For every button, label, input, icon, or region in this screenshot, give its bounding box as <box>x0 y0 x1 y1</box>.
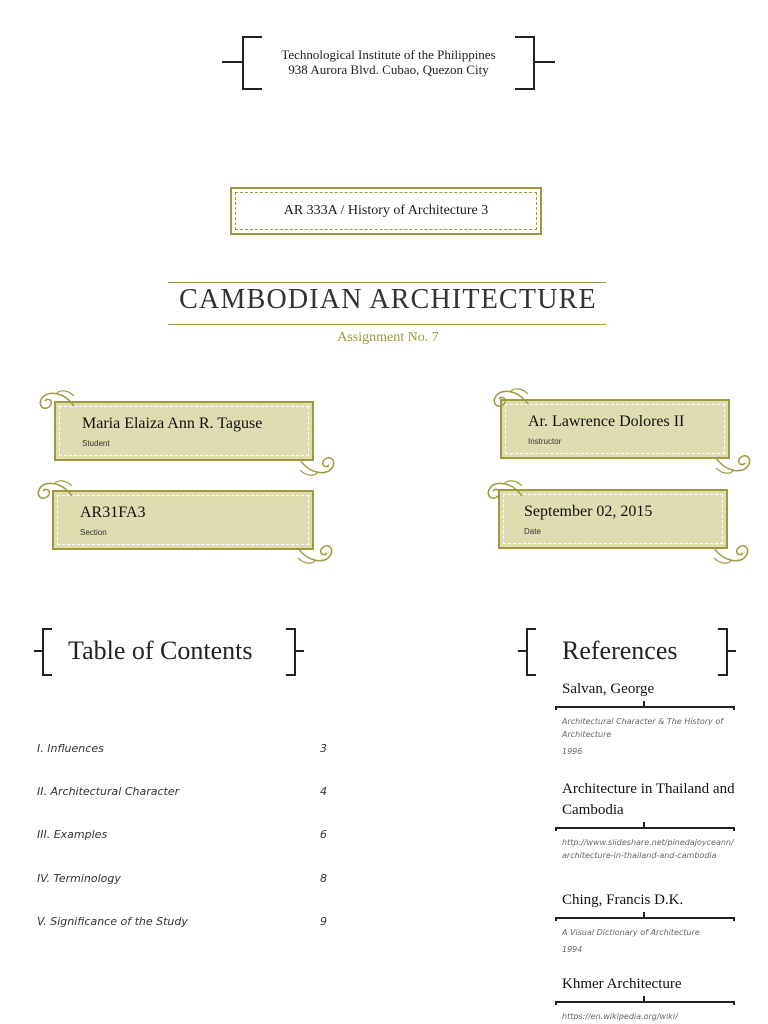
reference-link[interactable]: https://en.wikipedia.org/wiki/ <box>562 1012 678 1021</box>
assignment-number: Assignment No. 7 <box>337 330 439 345</box>
reference-rule <box>555 912 735 920</box>
swirl-ornament-icon <box>710 528 754 568</box>
bracket-tick-right <box>535 61 555 63</box>
section-label: Section <box>80 528 107 537</box>
instructor-name: Ar. Lawrence Dolores II <box>528 413 685 430</box>
toc-item-page: 6 <box>320 828 327 841</box>
reference-title: Architecture in Thailand and Cambodia <box>562 781 735 818</box>
toc-item[interactable] <box>37 785 327 801</box>
section-value: AR31FA3 <box>80 504 146 521</box>
instructor-label: Instructor <box>528 437 562 446</box>
toc-item-label: III. Examples <box>37 828 108 841</box>
references-heading: References <box>562 636 678 665</box>
toc-item-page: 3 <box>320 742 327 755</box>
institute-header <box>222 36 555 90</box>
student-name: Maria Elaiza Ann R. Taguse <box>82 415 263 432</box>
title-rule-top <box>168 282 606 283</box>
swirl-ornament-icon <box>488 384 532 424</box>
bracket-left <box>42 628 52 676</box>
toc-item-label: I. Influences <box>37 742 104 755</box>
reference-rule <box>555 701 735 709</box>
reference-description: A Visual Dictionary of Architecture <box>562 928 700 937</box>
reference-title: Salvan, George <box>562 681 655 697</box>
date-card <box>498 489 728 549</box>
student-card <box>54 401 314 461</box>
reference-item <box>555 679 735 756</box>
swirl-ornament-icon <box>294 528 338 568</box>
swirl-ornament-icon <box>32 476 76 516</box>
toc-heading: Table of Contents <box>68 636 253 665</box>
toc-item[interactable] <box>37 915 327 931</box>
toc-item[interactable] <box>37 828 327 844</box>
bracket-right <box>718 628 728 676</box>
swirl-ornament-icon <box>296 440 340 480</box>
document-title: CAMBODIAN ARCHITECTURE <box>179 284 597 315</box>
reference-item <box>555 890 735 954</box>
student-label: Student <box>82 439 110 448</box>
reference-title: Khmer Architecture <box>562 976 682 992</box>
swirl-ornament-icon <box>712 438 756 478</box>
institute-address: 938 Aurora Blvd. Cubao, Quezon City <box>288 62 489 77</box>
toc-item[interactable] <box>37 742 327 758</box>
toc-item-label: IV. Terminology <box>37 872 121 885</box>
bracket-right <box>286 628 296 676</box>
institute-name: Technological Institute of the Philippines <box>281 47 496 62</box>
reference-rule <box>555 996 735 1004</box>
toc-item-page: 9 <box>320 915 327 928</box>
date-value: September 02, 2015 <box>524 503 653 520</box>
toc-item-label: V. Significance of the Study <box>37 915 188 928</box>
swirl-ornament-icon <box>34 386 78 426</box>
course-title: AR 333A / History of Architecture 3 <box>283 203 489 218</box>
course-box <box>230 187 542 235</box>
reference-year: 1994 <box>562 945 583 954</box>
toc-item-page: 4 <box>320 785 327 798</box>
reference-year: 1996 <box>562 747 583 756</box>
title-rule-bottom <box>168 324 606 325</box>
toc-item-page: 8 <box>320 872 327 885</box>
reference-description: Architectural Character & The History of Architecture <box>562 717 724 739</box>
instructor-card <box>500 399 730 459</box>
bracket-right <box>515 36 535 90</box>
reference-item <box>555 779 735 862</box>
reference-link[interactable]: http://www.slideshare.net/pinedajoyceann/ architecture-in-thailand-and-cambodia <box>562 838 734 860</box>
reference-title: Ching, Francis D.K. <box>562 892 684 908</box>
toc-item[interactable] <box>37 872 327 888</box>
date-label: Date <box>524 527 541 536</box>
references-heading-block <box>518 628 736 678</box>
toc-heading-block <box>34 628 304 678</box>
toc-item-label: II. Architectural Character <box>37 785 180 798</box>
section-card <box>52 490 314 550</box>
bracket-left <box>526 628 536 676</box>
swirl-ornament-icon <box>482 476 526 516</box>
reference-item <box>555 974 735 1023</box>
reference-rule <box>555 822 735 830</box>
